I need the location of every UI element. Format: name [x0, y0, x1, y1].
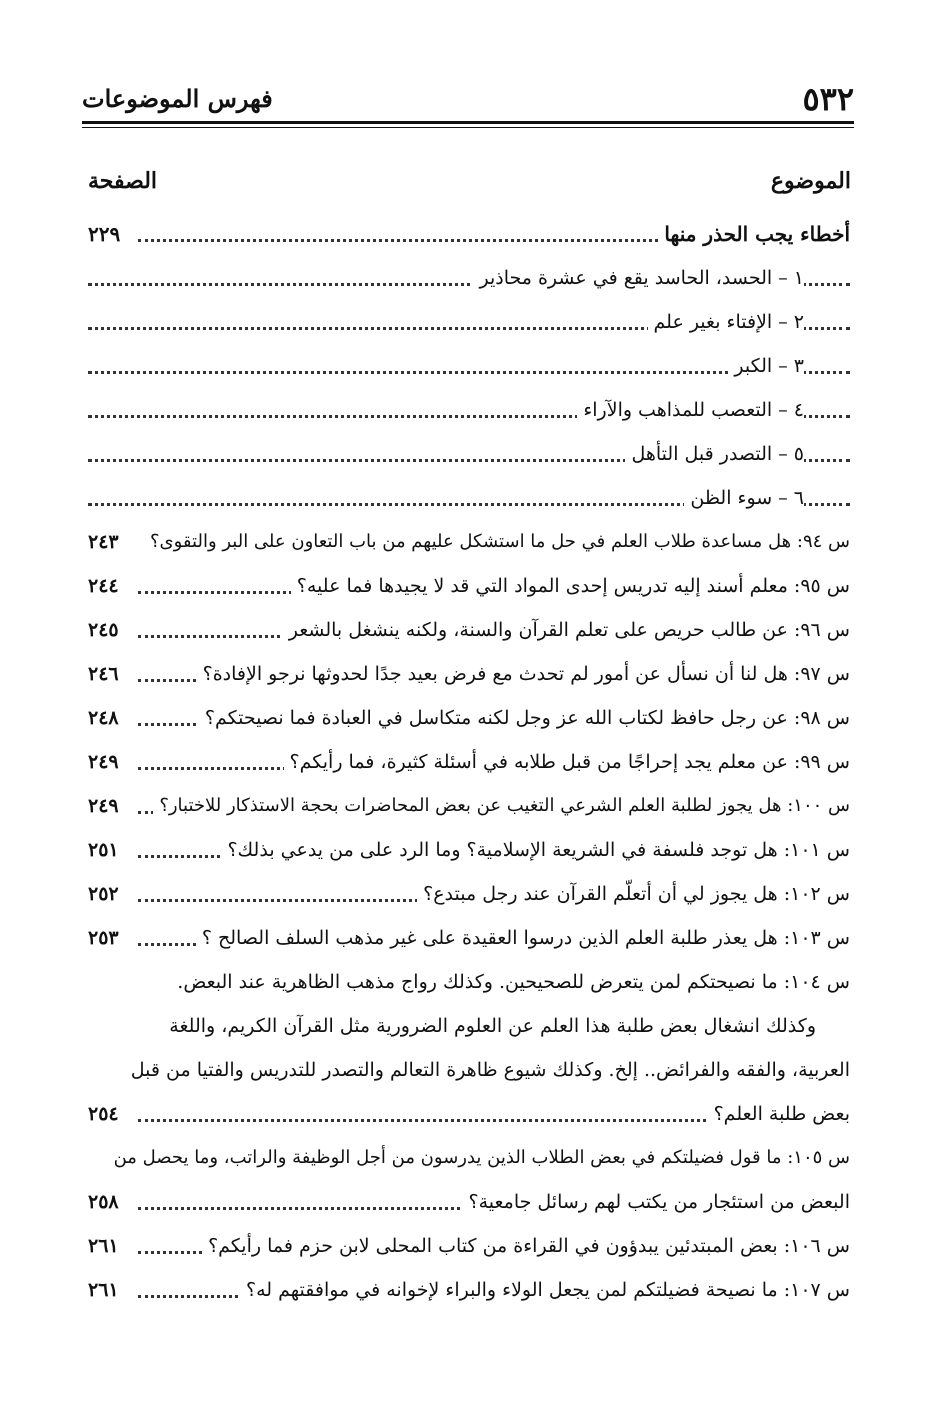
toc-entry [88, 1268, 850, 1312]
toc-entry-text: س ٩٩: عن معلم يجد إحراجًا من قبل طلابه في أسئلة كثيرة، فما رأيكم؟ [284, 740, 850, 784]
toc-entry [88, 476, 850, 520]
toc-entry-text: س ١٠٧: ما نصيحة فضيلتكم لمن يجعل الولاء والبراء لإخوانه في موافقتهم له؟ [240, 1268, 850, 1312]
toc-entry-page: ٢٥٤ [88, 1092, 125, 1136]
toc-entry [88, 828, 850, 872]
column-heading-page: الصفحة [88, 168, 158, 194]
toc-entry-page: ٢٤٨ [88, 696, 125, 740]
page-number: ٥٣٢ [802, 80, 854, 118]
toc-entry [88, 872, 850, 916]
toc-entry-page: ٢٤٦ [88, 652, 125, 696]
toc-entry-text: س ١٠١: هل توجد فلسفة في الشريعة الإسلامية؟ وما الرد على من يدعي بذلك؟ [221, 828, 850, 872]
page-header [82, 80, 854, 120]
toc-entry-text: س ٩٤: هل مساعدة طلاب العلم في حل ما استشكل عليهم من باب التعاون على البر والتقوى؟ [144, 520, 850, 564]
toc-entry-page: ٢٥٨ [88, 1180, 125, 1224]
toc-entry-text: س ٩٥: معلم أسند إليه تدريس إحدى المواد التي قد لا يجيدها فما عليه؟ [291, 564, 850, 608]
toc-entry [88, 564, 850, 608]
toc-entry-page: ٢٤٥ [88, 608, 125, 652]
toc-entry-continuation [88, 1048, 850, 1092]
running-title: فهرس الموضوعات [82, 84, 273, 113]
toc-entry [88, 520, 850, 564]
toc-entry-page: ٢٦١ [88, 1268, 125, 1312]
toc-entry [88, 344, 850, 388]
toc-entry [88, 784, 850, 828]
toc-entry [88, 740, 850, 784]
toc-entry-continuation [88, 1180, 850, 1224]
toc-entry-page: ٢٦١ [88, 1224, 125, 1268]
toc-list [88, 212, 850, 1312]
toc-entry-text: س ١٠٥: ما قول فضيلتكم في بعض الطلاب الذين يدرسون من أجل الوظيفة والراتب، وما يحصل من [108, 1136, 850, 1180]
toc-entry-text: س ٩٦: عن طالب حريص على تعلم القرآن والسنة، ولكنه ينشغل بالشعر [283, 608, 850, 652]
toc-entry-text: بعض طلبة العلم؟ [708, 1092, 850, 1136]
toc-entry-text: ٦ – سوء الظن [684, 476, 804, 520]
column-heading-topic: الموضوع [770, 168, 851, 194]
toc-entry-text: س ١٠٢: هل يجوز لي أن أتعلّم القرآن عند رجل مبتدع؟ [417, 872, 850, 916]
toc-entry [88, 1224, 850, 1268]
header-rule-thin [82, 127, 854, 128]
toc-entry [88, 696, 850, 740]
toc-entry [88, 652, 850, 696]
toc-entry-page: ٢٤٩ [88, 784, 125, 828]
toc-entry [88, 608, 850, 652]
toc-entry-text: س ١٠٣: هل يعذر طلبة العلم الذين درسوا العقيدة على غير مذهب السلف الصالح ؟ [196, 916, 850, 960]
toc-entry-text: س ١٠٤: ما نصيحتكم لمن يتعرض للصحيحين. وكذلك رواج مذهب الظاهرية عند البعض. [171, 960, 850, 1004]
toc-entry [88, 1136, 850, 1180]
toc-entry-page: ٢٢٩ [88, 212, 126, 256]
toc-entry-text: ٣ – الكبر [728, 344, 804, 388]
toc-entry-text: س ٩٨: عن رجل حافظ لكتاب الله عز وجل لكنه متكاسل في العبادة فما نصيحتكم؟ [199, 696, 850, 740]
toc-entry [88, 388, 850, 432]
toc-entry [88, 916, 850, 960]
toc-entry-page: ٢٤٤ [88, 564, 125, 608]
header-rule-thick [82, 121, 854, 124]
toc-entry-page: ٢٥٢ [88, 872, 125, 916]
toc-entry-page: ٢٤٣ [88, 520, 125, 564]
toc-entry-page: ٢٥١ [88, 828, 125, 872]
toc-entry-text: س ١٠٠: هل يجوز لطلبة العلم الشرعي التغيب عن بعض المحاضرات بحجة الاستذكار للاختبار؟ [153, 784, 850, 828]
toc-entry [88, 256, 850, 300]
toc-entry [88, 212, 850, 256]
toc-entry-text: أخطاء يجب الحذر منها [658, 212, 850, 256]
toc-entry-text: وكذلك انشغال بعض طلبة هذا العلم عن العلوم الضرورية مثل القرآن الكريم، واللغة [163, 1004, 816, 1048]
toc-entry-text: العربية، والفقه والفرائض.. إلخ. وكذلك شيوع ظاهرة التعالم والتصدر للتدريس والفتيا من قبل [125, 1048, 850, 1092]
toc-entry-page: ٢٤٩ [88, 740, 125, 784]
toc-entry-text: ٥ – التصدر قبل التأهل [625, 432, 804, 476]
toc-entry-text: س ٩٧: هل لنا أن نسأل عن أمور لم تحدث مع فرض بعيد جدًا لحدوثها نرجو الإفادة؟ [197, 652, 850, 696]
toc-entry [88, 300, 850, 344]
toc-entry [88, 960, 850, 1004]
toc-entry-text: ٢ – الإفتاء بغير علم [648, 300, 804, 344]
toc-entry [88, 432, 850, 476]
toc-entry-text: ١ – الحسد، الحاسد يقع في عشرة محاذير [473, 256, 804, 300]
toc-entry-text: س ١٠٦: بعض المبتدئين يبدؤون في القراءة من كتاب المحلى لابن حزم فما رأيكم؟ [202, 1224, 850, 1268]
toc-entry-continuation [88, 1092, 850, 1136]
toc-entry-page: ٢٥٣ [88, 916, 125, 960]
toc-entry-continuation [88, 1004, 850, 1048]
toc-entry-text: ٤ – التعصب للمذاهب والآراء [577, 388, 804, 432]
toc-entry-text: البعض من استئجار من يكتب لهم رسائل جامعية؟ [462, 1180, 850, 1224]
